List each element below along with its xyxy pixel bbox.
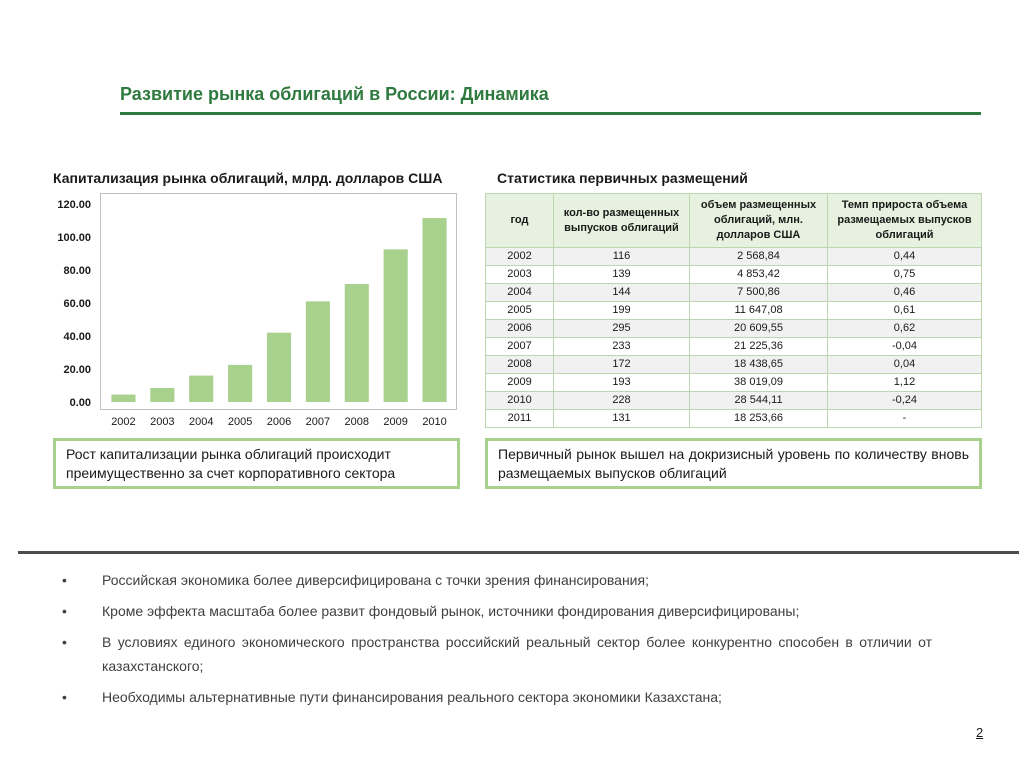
cell-issue-count: 233 (554, 338, 690, 356)
cell-year: 2010 (486, 392, 554, 410)
header-volume: объем размещенных облигаций, млн. долларов США (690, 194, 828, 248)
cell-issue-count: 131 (554, 410, 690, 428)
cell-year: 2005 (486, 302, 554, 320)
y-tick-label: 20.00 (63, 364, 91, 376)
cell-volume: 2 568,84 (690, 248, 828, 266)
primary-market-callout: Первичный рынок вышел на докризисный уровень по количеству вновь размещаемых выпусков облигаций (485, 438, 982, 489)
cell-issue-count: 228 (554, 392, 690, 410)
y-tick-label: 80.00 (63, 265, 91, 277)
cell-year: 2009 (486, 374, 554, 392)
table-row (486, 410, 982, 428)
cell-growth-rate: 0,62 (828, 320, 982, 338)
cell-growth-rate: 0,46 (828, 284, 982, 302)
primary-placements-table (485, 193, 982, 428)
table-row (486, 320, 982, 338)
cell-issue-count: 193 (554, 374, 690, 392)
bar-2007 (306, 301, 330, 402)
cell-year: 2008 (486, 356, 554, 374)
header-growth-rate: Темп прироста объема размещаемых выпусков облигаций (828, 194, 982, 248)
cell-growth-rate: 0,61 (828, 302, 982, 320)
x-tick-label: 2007 (305, 416, 331, 428)
bar-2008 (345, 284, 369, 402)
cell-volume: 7 500,86 (690, 284, 828, 302)
x-tick-label: 2009 (383, 416, 408, 428)
x-tick-label: 2003 (150, 416, 175, 428)
bullet-icon: • (62, 572, 67, 588)
header-issue-count: кол-во размещенных выпусков облигаций (554, 194, 690, 248)
y-tick-label: 100.00 (57, 232, 91, 244)
page-number[interactable]: 2 (976, 725, 984, 740)
y-tick-label: 120.00 (57, 199, 91, 211)
bullet-item (62, 599, 932, 623)
bullet-text: Необходимы альтернативные пути финансирования реального сектора экономики Казахстана; (102, 689, 722, 705)
section-divider (18, 551, 1019, 554)
cell-growth-rate: - (828, 410, 982, 428)
x-tick-label: 2002 (111, 416, 136, 428)
cell-year: 2011 (486, 410, 554, 428)
cell-growth-rate: 1,12 (828, 374, 982, 392)
table-row (486, 248, 982, 266)
bar-2005 (228, 365, 252, 402)
table-row (486, 266, 982, 284)
table-row (486, 392, 982, 410)
cell-year: 2002 (486, 248, 554, 266)
bullet-icon: • (62, 634, 67, 650)
cell-volume: 21 225,36 (690, 338, 828, 356)
bar-2010 (423, 218, 447, 402)
table-row (486, 338, 982, 356)
cell-volume: 28 544,11 (690, 392, 828, 410)
cell-growth-rate: 0,44 (828, 248, 982, 266)
cell-year: 2004 (486, 284, 554, 302)
table-row (486, 374, 982, 392)
y-tick-label: 40.00 (63, 331, 91, 343)
cell-issue-count: 172 (554, 356, 690, 374)
cell-issue-count: 295 (554, 320, 690, 338)
cell-growth-rate: -0,04 (828, 338, 982, 356)
bar-2006 (267, 333, 291, 402)
header-year: год (486, 194, 554, 248)
cell-volume: 18 253,66 (690, 410, 828, 428)
cell-issue-count: 116 (554, 248, 690, 266)
cell-growth-rate: 0,04 (828, 356, 982, 374)
table-heading: Статистика первичных размещений (497, 170, 748, 186)
bullet-text: В условиях единого экономического пространства российский реальный сектор более конкурентно способен в отличии от казахстанского; (102, 634, 932, 674)
bullet-item (62, 685, 932, 709)
cell-year: 2007 (486, 338, 554, 356)
bar-2004 (189, 376, 213, 402)
x-tick-label: 2010 (422, 416, 447, 428)
table-header-row (486, 194, 982, 248)
table-row (486, 284, 982, 302)
title-divider (120, 112, 981, 115)
bullet-icon: • (62, 689, 67, 705)
cell-year: 2003 (486, 266, 554, 284)
x-tick-label: 2008 (344, 416, 370, 428)
cell-growth-rate: 0,75 (828, 266, 982, 284)
chart-heading: Капитализация рынка облигаций, млрд. долларов США (53, 170, 443, 186)
cell-volume: 11 647,08 (690, 302, 828, 320)
conclusions-list (62, 568, 932, 716)
table-row (486, 302, 982, 320)
x-tick-label: 2004 (188, 416, 214, 428)
bullet-text: Российская экономика более диверсифицирована с точки зрения финансирования; (102, 572, 649, 588)
bar-2009 (384, 249, 408, 402)
cell-issue-count: 199 (554, 302, 690, 320)
bullet-text: Кроме эффекта масштаба более развит фондовый рынок, источники фондирования диверсифицированы; (102, 603, 800, 619)
bar-2003 (150, 388, 174, 402)
bullet-icon: • (62, 603, 67, 619)
table-row (486, 356, 982, 374)
capitalization-bar-chart (0, 190, 470, 435)
cell-issue-count: 139 (554, 266, 690, 284)
cell-growth-rate: -0,24 (828, 392, 982, 410)
cell-volume: 4 853,42 (690, 266, 828, 284)
cell-volume: 20 609,55 (690, 320, 828, 338)
slide-title: Развитие рынка облигаций в России: Динамика (120, 84, 549, 104)
x-tick-label: 2005 (227, 416, 253, 428)
bar-2002 (111, 395, 135, 402)
bullet-item (62, 630, 932, 678)
cell-volume: 38 019,09 (690, 374, 828, 392)
x-tick-label: 2006 (266, 416, 292, 428)
cell-year: 2006 (486, 320, 554, 338)
cell-volume: 18 438,65 (690, 356, 828, 374)
bullet-item (62, 568, 932, 592)
cell-issue-count: 144 (554, 284, 690, 302)
y-tick-label: 60.00 (63, 298, 91, 310)
y-tick-label: 0.00 (69, 397, 91, 409)
capitalization-callout: Рост капитализации рынка облигаций происходит преимущественно за счет корпоративного сектора (53, 438, 460, 489)
